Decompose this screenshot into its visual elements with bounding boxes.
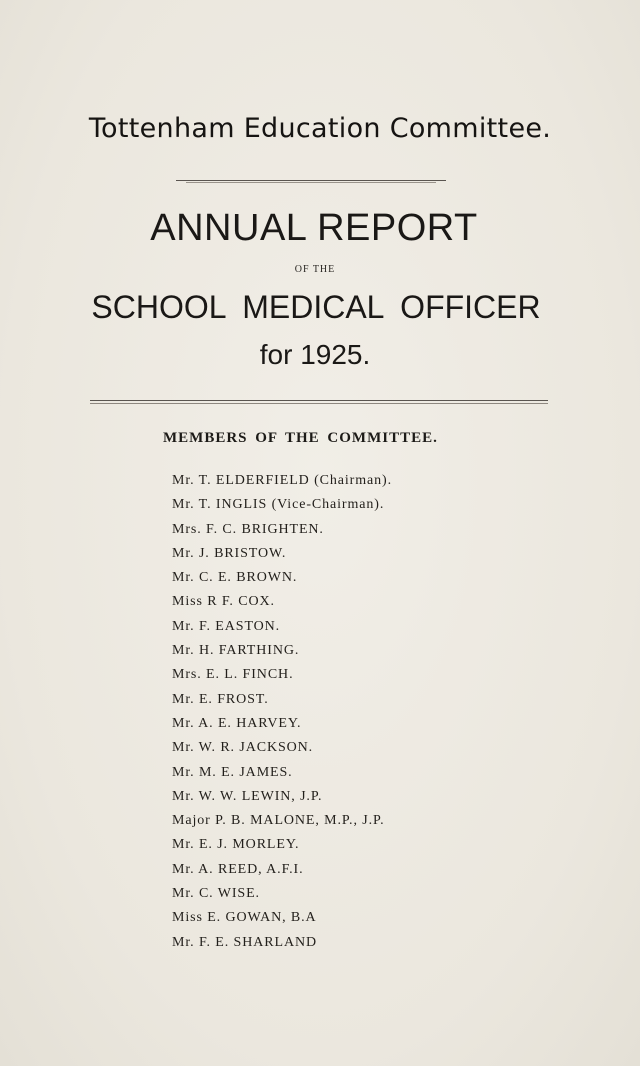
member-item: Mr. F. E. SHARLAND: [172, 934, 317, 950]
report-subtitle: SCHOOL MEDICAL OFFICER: [91, 289, 541, 325]
member-item: Mr. C. E. BROWN.: [172, 570, 298, 586]
divider-long: [90, 400, 548, 401]
member-item: Mrs. E. L. FINCH.: [172, 667, 294, 683]
member-item: Mr. F. EASTON.: [172, 618, 281, 634]
member-list: [172, 469, 392, 955]
member-item: Major P. B. MALONE, M.P., J.P.: [172, 813, 385, 829]
divider-short: [176, 180, 446, 181]
report-title: ANNUAL REPORT: [150, 207, 478, 249]
member-item: Mr. H. FARTHING.: [172, 643, 300, 659]
committee-name: Tottenham Education Committee.: [88, 113, 552, 144]
member-item: Mr. M. E. JAMES.: [172, 764, 293, 780]
member-item: Mr. T. ELDERFIELD (Chairman).: [172, 473, 392, 488]
member-item: Mr. E. FROST.: [172, 691, 269, 707]
member-item: Mrs. F. C. BRIGHTEN.: [172, 521, 324, 537]
member-item: Miss E. GOWAN, B.A: [172, 910, 317, 926]
member-item: Mr. A. E. HARVEY.: [172, 715, 302, 731]
member-item: Mr. J. BRISTOW.: [172, 545, 287, 561]
report-year: for 1925.: [259, 339, 371, 370]
member-item: Mr. C. WISE.: [172, 886, 260, 902]
report-of-the: OF THE: [294, 264, 336, 275]
member-item: Mr. A. REED, A.F.I.: [172, 861, 304, 877]
member-item: Miss R F. COX.: [172, 594, 275, 610]
member-item: Mr. E. J. MORLEY.: [172, 837, 300, 853]
member-item: Mr. W. W. LEWIN, J.P.: [172, 788, 323, 804]
members-heading: MEMBERS OF THE COMMITTEE.: [163, 430, 438, 446]
member-item: Mr. T. INGLIS (Vice-Chairman).: [172, 497, 385, 513]
member-item: Mr. W. R. JACKSON.: [172, 740, 314, 756]
